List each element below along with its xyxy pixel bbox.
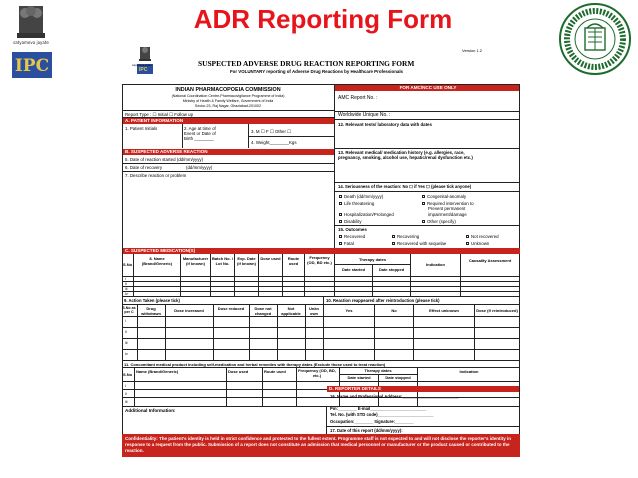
small-emblem-label: satyameva jayate [132,64,152,67]
outcome-sequelae[interactable]: Recovered with sequelae [392,241,446,246]
reporter-name-field[interactable]: 16. Name and Professional Address:________________________ [330,394,459,399]
weight-field[interactable]: 4. Weight________Kgs [251,140,297,145]
action-row: iv [125,352,128,356]
reporter-tel[interactable]: Tel. No. (with STD code)________________________ [330,412,434,417]
org-name: INDIAN PHARMACOPOEIA COMMISSION [175,87,281,93]
amc-header: FOR AMC/NCC USE ONLY [335,85,519,91]
col-date-stopped: Date stopped [378,267,405,272]
action-col-not-changed: Dose not changed [254,306,272,316]
reaction-reappeared-header: 10. Reaction reappeared after reintroduction (please tick) [326,298,440,303]
action-row: ii [125,330,127,334]
age-field-line1[interactable]: 2. Age at time of [184,126,216,131]
gender-field[interactable]: 3. M ☐ F ☐ Other ☐ [251,129,292,134]
patient-initials-field[interactable]: 1. Patient Initials [125,126,158,131]
action-col-sno: S.No as per C [122,306,136,314]
concomitant-header: 11. Concomitant medical product including self-medication and herbal remedies with therapy dates (Exclude those used to treat reaction) [124,362,386,367]
conc-row: i [125,384,126,388]
col-frequency: Frequency (OD, BD etc.) [307,255,332,265]
form-version: Version 1.2 [462,48,483,53]
col-date-started: Date started [341,267,366,272]
action-col-reduced: Dose reduced [217,306,245,311]
form-subtitle: For VOLUNTARY reporting of Adverse Drug Reactions by Healthcare Professionals [230,69,403,74]
medical-history-line1[interactable]: 13. Relevant medical/ medication history (e.g. allergies, race, [338,150,465,155]
section-d-header: D. REPORTER DETAILS [327,386,519,392]
adr-form [122,48,522,460]
emblem-label: satyameva jayate [13,40,49,45]
outcome-fatal[interactable]: Fatal [339,241,354,246]
age-field-line3: Birth ________ [184,136,214,141]
action-col-unknown: Unkn own [309,306,319,316]
outcome-not-recovered[interactable]: Not recovered [466,234,499,239]
conc-col-started: Date started [347,375,371,380]
action-col-na: Not applicable [281,306,301,316]
med-row: ii [125,282,127,286]
med-row: iv [125,292,128,296]
describe-reaction-field[interactable]: 7. Describe reaction or problem [125,173,187,178]
conc-col-stopped: Date stopped [385,375,411,380]
worldwide-unique-no: Worldwide Unique No. : [338,112,391,118]
seriousness-header: 14. Seriousness of the reaction: No ☐ if Yes ☐ (please tick anyone) [338,184,472,189]
section-b-header: B. SUSPECTED ADVERSE REACTION [123,149,334,155]
age-field-line2: Event or Date of [184,131,216,136]
medical-history-line2: pregnancy, smoking, alcohol use, hepatic/renal dysfunction etc.) [338,155,473,160]
col-indication: Indication [426,262,445,267]
outcome-recovered[interactable]: Recovered [339,234,365,239]
conc-col-name: Name (Brand/Generic) [136,369,179,374]
med-row: iii [125,287,128,291]
report-type[interactable]: Report Type : ☐ Initial ☐ Follow up [125,112,194,117]
ashoka-emblem-icon [6,4,56,82]
ipc-brand: IPC [14,56,50,76]
seriousness-other[interactable]: Other (specify) [422,219,456,224]
amc-report-no: AMC Report No. : [338,95,378,101]
outcome-unknown[interactable]: Unknown [466,241,489,246]
org-line2: Ministry of Health & Family Welfare, Government of India [182,99,274,103]
col-dose: Dose used [260,256,281,261]
small-ipc-brand: IPC [139,67,148,73]
seriousness-hospitalization[interactable]: Hospitalization/Prolonged [339,212,394,217]
slide-title: ADR Reporting Form [193,4,453,34]
seriousness-impairment: impairment/damage [428,212,467,217]
reporter-pin-email[interactable]: Pin:________ E-mail________________________ [330,406,427,411]
ipc-logo [6,4,56,82]
recovery-date-field[interactable]: 6. Date of recovery [125,165,163,170]
seriousness-life-threatening[interactable]: Life threatening [339,201,374,206]
med-row: i [125,277,126,281]
conc-col-indication: Indication [459,369,479,374]
org-line1: (National Coordination Centre-Pharmacovigilance Programme of India) [171,94,285,98]
reintro-col-unknown: Effect unknown [429,308,459,313]
form-title: SUSPECTED ADVERSE DRUG REACTION REPORTING FORM [198,59,415,68]
col-name: 8. Name (Brand/Generic) [141,256,173,266]
seriousness-disability[interactable]: Disability [339,219,362,224]
report-date-field[interactable]: 17. Date of this report (dd/mm/yyyy): [330,428,403,433]
university-seal [558,2,632,76]
action-row: iii [125,341,128,345]
reintro-col-no: No [391,308,397,313]
col-manufacturer: Manufacturer (if known) [182,256,209,266]
conc-row: iii [125,400,128,404]
conc-col-sno: S.No [123,372,133,377]
confidentiality-text: Confidentiality: The patient's identity is held in strict confidence and protected to the fullest extent. Programme staff is not expected to and will not disclose the reporter's identity in response to a request from the public. Submission of a report does not constitute an admission that medical personnel or manufacturer or the product caused or contributed to the reaction. [125,436,511,453]
seal-icon [558,2,632,76]
action-col-withdrawn: Drug withdrawn [141,306,161,316]
col-exp: Exp. Date (if known) [237,256,256,266]
section-c-header: C. SUSPECTED MEDICATION(S) [123,248,520,254]
conc-col-dose: Dose used [228,369,249,374]
reintro-col-dose: Dose (if reintroduced) [476,308,518,313]
action-row: i [125,319,126,323]
reintro-col-yes: Yes [345,308,353,313]
relevant-tests-field[interactable]: 12. Relevant tests/ laboratory data with dates [338,122,432,127]
seriousness-congenital[interactable]: Congenital-anomaly [422,194,466,199]
reporter-occupation[interactable]: Occupation:________ Signature:________ [330,419,414,424]
recovery-date-format: (dd/mm/yyyy) [186,165,213,170]
conc-row: ii [125,392,127,396]
seriousness-death[interactable]: Death (dd/mm/yyyy) [339,194,383,199]
outcome-recovering[interactable]: Recovering [392,234,419,239]
conc-col-therapy: Therapy dates [364,368,392,373]
reaction-start-field[interactable]: 5. Date of reaction started (dd/mm/yyyy) [125,157,204,162]
col-batch: Batch No. / Lot No. [212,256,233,266]
action-col-increased: Dose increased [174,308,204,313]
section-a-header: A. PATIENT INFORMATION [123,118,334,124]
conc-col-route: Route used [264,369,286,374]
confidentiality-banner [122,434,520,457]
seriousness-intervention-2: Prevent permanent [428,206,466,211]
col-route: Route used [287,256,300,266]
seriousness-intervention[interactable]: Required intervention to [422,201,474,206]
conc-col-frequency: Frequency (OD, BD, etc.) [298,368,336,378]
col-causality: Causality Assessment [468,258,512,263]
org-line3: Sector-23, Raj Nagar, Ghaziabad-201002 [194,104,262,108]
col-sno: S.No [123,262,133,267]
additional-info[interactable]: Additional Information: [125,408,176,413]
outcomes-header: 15. Outcomes [338,227,367,232]
col-therapy-dates: Therapy dates [358,257,387,262]
action-taken-header: 9. Action Taken (please tick) [124,298,180,303]
